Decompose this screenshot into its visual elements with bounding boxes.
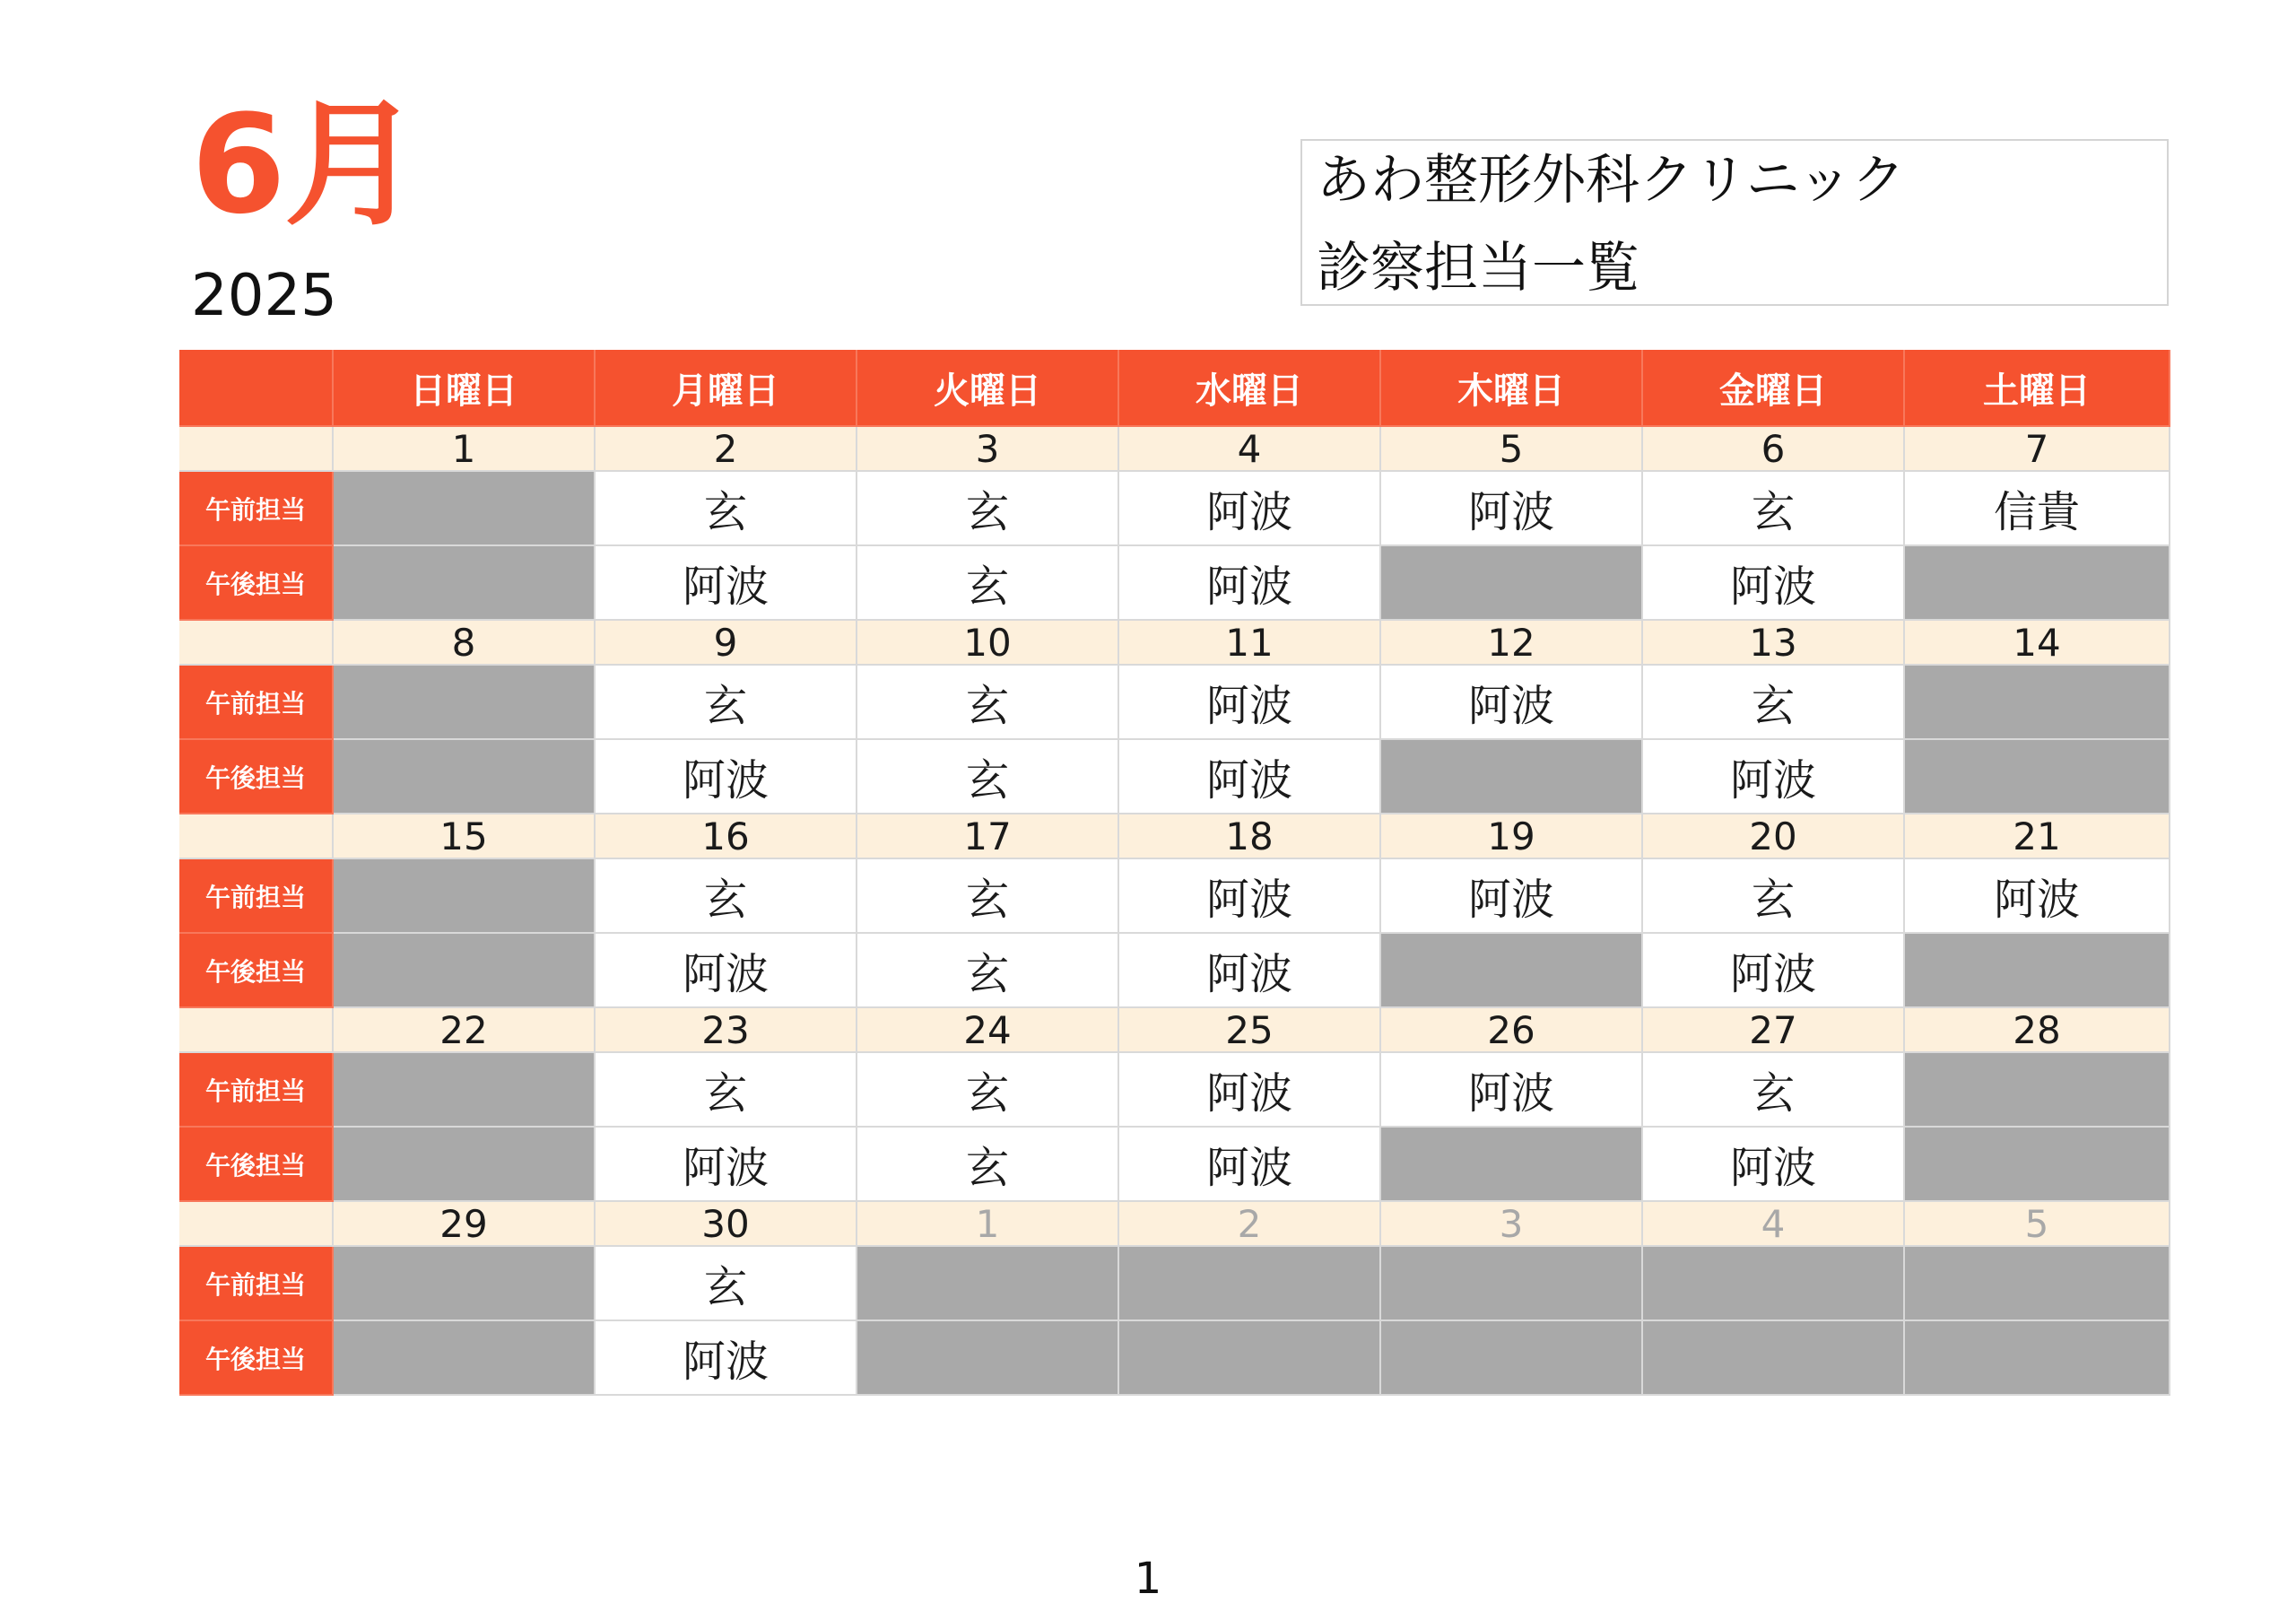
date-cell: 12 [1381, 621, 1643, 666]
doctor-cell: 阿波 [1119, 859, 1381, 934]
date-cell: 9 [596, 621, 857, 666]
date-cell: 25 [1119, 1008, 1381, 1053]
date-row [179, 1008, 2170, 1053]
month-title: 6月 [191, 85, 419, 244]
doctor-cell: 玄 [596, 859, 857, 934]
weekday-header-saturday: 土曜日 [1905, 350, 2170, 427]
doctor-cell: 阿波 [596, 934, 857, 1008]
doctor-cell: 阿波 [1119, 666, 1381, 740]
closed-cell [1905, 740, 2170, 814]
closed-cell [334, 740, 596, 814]
doctor-cell: 玄 [857, 666, 1119, 740]
closed-cell [1905, 1247, 2170, 1321]
afternoon-row [179, 1321, 2170, 1396]
doctor-cell: 玄 [857, 934, 1119, 1008]
doctor-cell: 阿波 [1119, 740, 1381, 814]
doctor-cell: 信貴 [1905, 472, 2170, 546]
date-cell: 30 [596, 1202, 857, 1247]
doctor-cell: 玄 [1643, 472, 1905, 546]
doctor-cell: 玄 [857, 859, 1119, 934]
date-cell: 4 [1119, 427, 1381, 472]
afternoon-row [179, 740, 2170, 814]
afternoon-slot-label: 午後担当 [179, 1128, 334, 1202]
closed-cell [334, 1247, 596, 1321]
date-cell: 29 [334, 1202, 596, 1247]
date-cell: 16 [596, 814, 857, 859]
doctor-cell: 玄 [857, 472, 1119, 546]
date-cell: 3 [1381, 1202, 1643, 1247]
doctor-cell: 玄 [596, 472, 857, 546]
closed-cell [334, 472, 596, 546]
doctor-cell: 玄 [1643, 859, 1905, 934]
date-cell: 20 [1643, 814, 1905, 859]
date-row-label-cell [179, 621, 334, 666]
closed-cell [1905, 666, 2170, 740]
morning-row [179, 1247, 2170, 1321]
closed-cell [1905, 1128, 2170, 1202]
date-row-label-cell [179, 814, 334, 859]
afternoon-row [179, 546, 2170, 621]
doctor-cell: 玄 [596, 1053, 857, 1128]
doctor-cell: 阿波 [1119, 546, 1381, 621]
doctor-cell: 玄 [1643, 666, 1905, 740]
doctor-cell: 玄 [596, 666, 857, 740]
doctor-cell: 阿波 [1381, 859, 1643, 934]
year-label: 2025 [191, 263, 337, 329]
date-cell: 6 [1643, 427, 1905, 472]
clinic-name: あわ整形外科クリニック [1317, 149, 1906, 212]
afternoon-slot-label: 午後担当 [179, 546, 334, 621]
doctor-cell: 阿波 [1119, 934, 1381, 1008]
date-row [179, 1202, 2170, 1247]
closed-cell [334, 1128, 596, 1202]
closed-cell [1381, 934, 1643, 1008]
closed-cell [1119, 1321, 1381, 1396]
doctor-cell: 阿波 [1381, 1053, 1643, 1128]
doctor-cell: 阿波 [1643, 934, 1905, 1008]
date-cell: 21 [1905, 814, 2170, 859]
closed-cell [334, 859, 596, 934]
date-row-label-cell [179, 1008, 334, 1053]
schedule-calendar [179, 350, 2170, 1396]
date-row [179, 621, 2170, 666]
closed-cell [857, 1247, 1119, 1321]
doctor-cell: 阿波 [1905, 859, 2170, 934]
closed-cell [857, 1321, 1119, 1396]
date-cell: 11 [1119, 621, 1381, 666]
doctor-cell: 阿波 [596, 1128, 857, 1202]
closed-cell [1119, 1247, 1381, 1321]
date-cell: 7 [1905, 427, 2170, 472]
doctor-cell: 阿波 [1119, 1128, 1381, 1202]
morning-slot-label: 午前担当 [179, 1053, 334, 1128]
date-cell: 17 [857, 814, 1119, 859]
weekday-header-sunday: 日曜日 [334, 350, 596, 427]
morning-slot-label: 午前担当 [179, 1247, 334, 1321]
doctor-cell: 阿波 [1381, 472, 1643, 546]
doctor-cell: 玄 [857, 740, 1119, 814]
date-cell: 24 [857, 1008, 1119, 1053]
closed-cell [1905, 1053, 2170, 1128]
doctor-cell: 玄 [857, 546, 1119, 621]
doctor-cell: 阿波 [1643, 740, 1905, 814]
date-cell: 8 [334, 621, 596, 666]
date-cell: 26 [1381, 1008, 1643, 1053]
closed-cell [1905, 1321, 2170, 1396]
morning-row [179, 666, 2170, 740]
closed-cell [1643, 1321, 1905, 1396]
doctor-cell: 阿波 [596, 1321, 857, 1396]
afternoon-slot-label: 午後担当 [179, 740, 334, 814]
closed-cell [1381, 1247, 1643, 1321]
closed-cell [334, 1321, 596, 1396]
header-corner-cell [179, 350, 334, 427]
weekday-header-thursday: 木曜日 [1381, 350, 1643, 427]
morning-slot-label: 午前担当 [179, 666, 334, 740]
date-cell: 10 [857, 621, 1119, 666]
doctor-cell: 阿波 [1119, 1053, 1381, 1128]
date-cell: 1 [334, 427, 596, 472]
afternoon-row [179, 1128, 2170, 1202]
date-cell: 13 [1643, 621, 1905, 666]
morning-row [179, 859, 2170, 934]
date-cell: 18 [1119, 814, 1381, 859]
morning-row [179, 472, 2170, 546]
morning-row [179, 1053, 2170, 1128]
closed-cell [1905, 546, 2170, 621]
closed-cell [1381, 1321, 1643, 1396]
afternoon-slot-label: 午後担当 [179, 1321, 334, 1396]
date-cell: 22 [334, 1008, 596, 1053]
date-cell: 19 [1381, 814, 1643, 859]
doctor-cell: 阿波 [1119, 472, 1381, 546]
closed-cell [334, 546, 596, 621]
date-cell: 2 [596, 427, 857, 472]
date-cell: 5 [1381, 427, 1643, 472]
closed-cell [1381, 546, 1643, 621]
page-number: 1 [1134, 1554, 1162, 1604]
closed-cell [334, 666, 596, 740]
morning-slot-label: 午前担当 [179, 859, 334, 934]
date-cell: 4 [1643, 1202, 1905, 1247]
date-row [179, 427, 2170, 472]
schedule-subtitle: 診察担当一覧 [1317, 237, 1639, 300]
date-row-label-cell [179, 1202, 334, 1247]
doctor-cell: 玄 [1643, 1053, 1905, 1128]
date-cell: 27 [1643, 1008, 1905, 1053]
closed-cell [1643, 1247, 1905, 1321]
afternoon-slot-label: 午後担当 [179, 934, 334, 1008]
afternoon-row [179, 934, 2170, 1008]
date-cell: 5 [1905, 1202, 2170, 1247]
doctor-cell: 玄 [596, 1247, 857, 1321]
doctor-cell: 玄 [857, 1128, 1119, 1202]
closed-cell [1381, 1128, 1643, 1202]
closed-cell [334, 1053, 596, 1128]
clinic-title-box [1300, 139, 2169, 306]
weekday-header-row [179, 350, 2170, 427]
weekday-header-tuesday: 火曜日 [857, 350, 1119, 427]
date-cell: 23 [596, 1008, 857, 1053]
date-row [179, 814, 2170, 859]
date-cell: 14 [1905, 621, 2170, 666]
date-cell: 1 [857, 1202, 1119, 1247]
date-cell: 3 [857, 427, 1119, 472]
date-cell: 28 [1905, 1008, 2170, 1053]
date-cell: 2 [1119, 1202, 1381, 1247]
doctor-cell: 阿波 [1381, 666, 1643, 740]
closed-cell [334, 934, 596, 1008]
closed-cell [1381, 740, 1643, 814]
morning-slot-label: 午前担当 [179, 472, 334, 546]
doctor-cell: 阿波 [596, 546, 857, 621]
doctor-cell: 阿波 [1643, 1128, 1905, 1202]
weekday-header-wednesday: 水曜日 [1119, 350, 1381, 427]
doctor-cell: 玄 [857, 1053, 1119, 1128]
doctor-cell: 阿波 [596, 740, 857, 814]
doctor-cell: 阿波 [1643, 546, 1905, 621]
closed-cell [1905, 934, 2170, 1008]
weekday-header-friday: 金曜日 [1643, 350, 1905, 427]
date-row-label-cell [179, 427, 334, 472]
weekday-header-monday: 月曜日 [596, 350, 857, 427]
date-cell: 15 [334, 814, 596, 859]
